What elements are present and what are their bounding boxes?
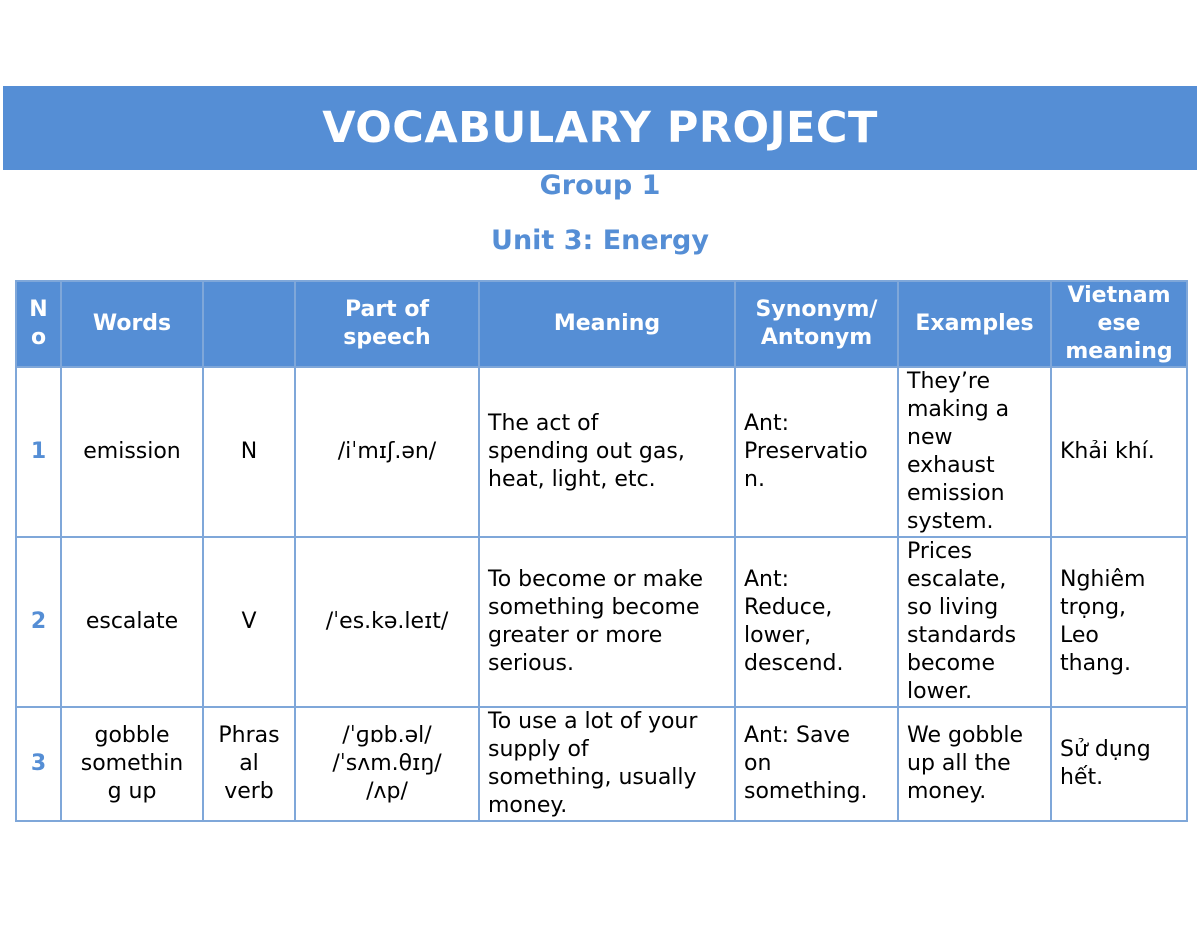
meaning-cell: To use a lot of your supply of something, usually money.	[479, 707, 735, 821]
word-type-cell: N	[203, 367, 295, 537]
vocabulary-table	[15, 280, 1188, 822]
example-cell: We gobble up all the money.	[898, 707, 1051, 821]
page-title: VOCABULARY PROJECT	[322, 103, 878, 153]
word-cell: escalate	[61, 537, 203, 707]
meaning-cell: The act of spending out gas, heat, light, etc.	[479, 367, 735, 537]
word-type-cell: Phras al verb	[203, 707, 295, 821]
example-cell: Prices escalate, so living standards become lower.	[898, 537, 1051, 707]
col-header-vietnamese-meaning: Vietnam ese meaning	[1051, 281, 1187, 367]
row-number: 3	[16, 707, 61, 821]
synonym-cell: Ant: Preservatio n.	[735, 367, 898, 537]
word-cell: gobble somethin g up	[61, 707, 203, 821]
col-header-part-of-speech: Part of speech	[295, 281, 479, 367]
ipa-cell: /iˈmɪʃ.ən/	[295, 367, 479, 537]
group-label: Group 1	[539, 170, 661, 201]
word-type-cell: V	[203, 537, 295, 707]
col-header-synonym-antonym: Synonym/ Antonym	[735, 281, 898, 367]
col-header-words: Words	[61, 281, 203, 367]
meaning-cell: To become or make something become greater or more serious.	[479, 537, 735, 707]
col-header-meaning: Meaning	[479, 281, 735, 367]
synonym-cell: Ant: Save on something.	[735, 707, 898, 821]
row-number: 2	[16, 537, 61, 707]
row-number: 1	[16, 367, 61, 537]
col-header-examples: Examples	[898, 281, 1051, 367]
header-row	[16, 281, 1187, 367]
ipa-cell: /ˈes.kə.leɪt/	[295, 537, 479, 707]
vietnamese-cell: Nghiêm trọng, Leo thang.	[1051, 537, 1187, 707]
unit-label: Unit 3: Energy	[491, 225, 709, 256]
example-cell: They’re making a new exhaust emission system.	[898, 367, 1051, 537]
table-row	[16, 367, 1187, 537]
table-row	[16, 707, 1187, 821]
col-header-type	[203, 281, 295, 367]
title-banner	[3, 86, 1197, 170]
table-row	[16, 537, 1187, 707]
vietnamese-cell: Khải khí.	[1051, 367, 1187, 537]
vietnamese-cell: Sử dụng hết.	[1051, 707, 1187, 821]
col-header-no: N o	[16, 281, 61, 367]
synonym-cell: Ant: Reduce, lower, descend.	[735, 537, 898, 707]
word-cell: emission	[61, 367, 203, 537]
ipa-cell: /ˈɡɒb.əl/ /ˈsʌm.θɪŋ/ /ʌp/	[295, 707, 479, 821]
